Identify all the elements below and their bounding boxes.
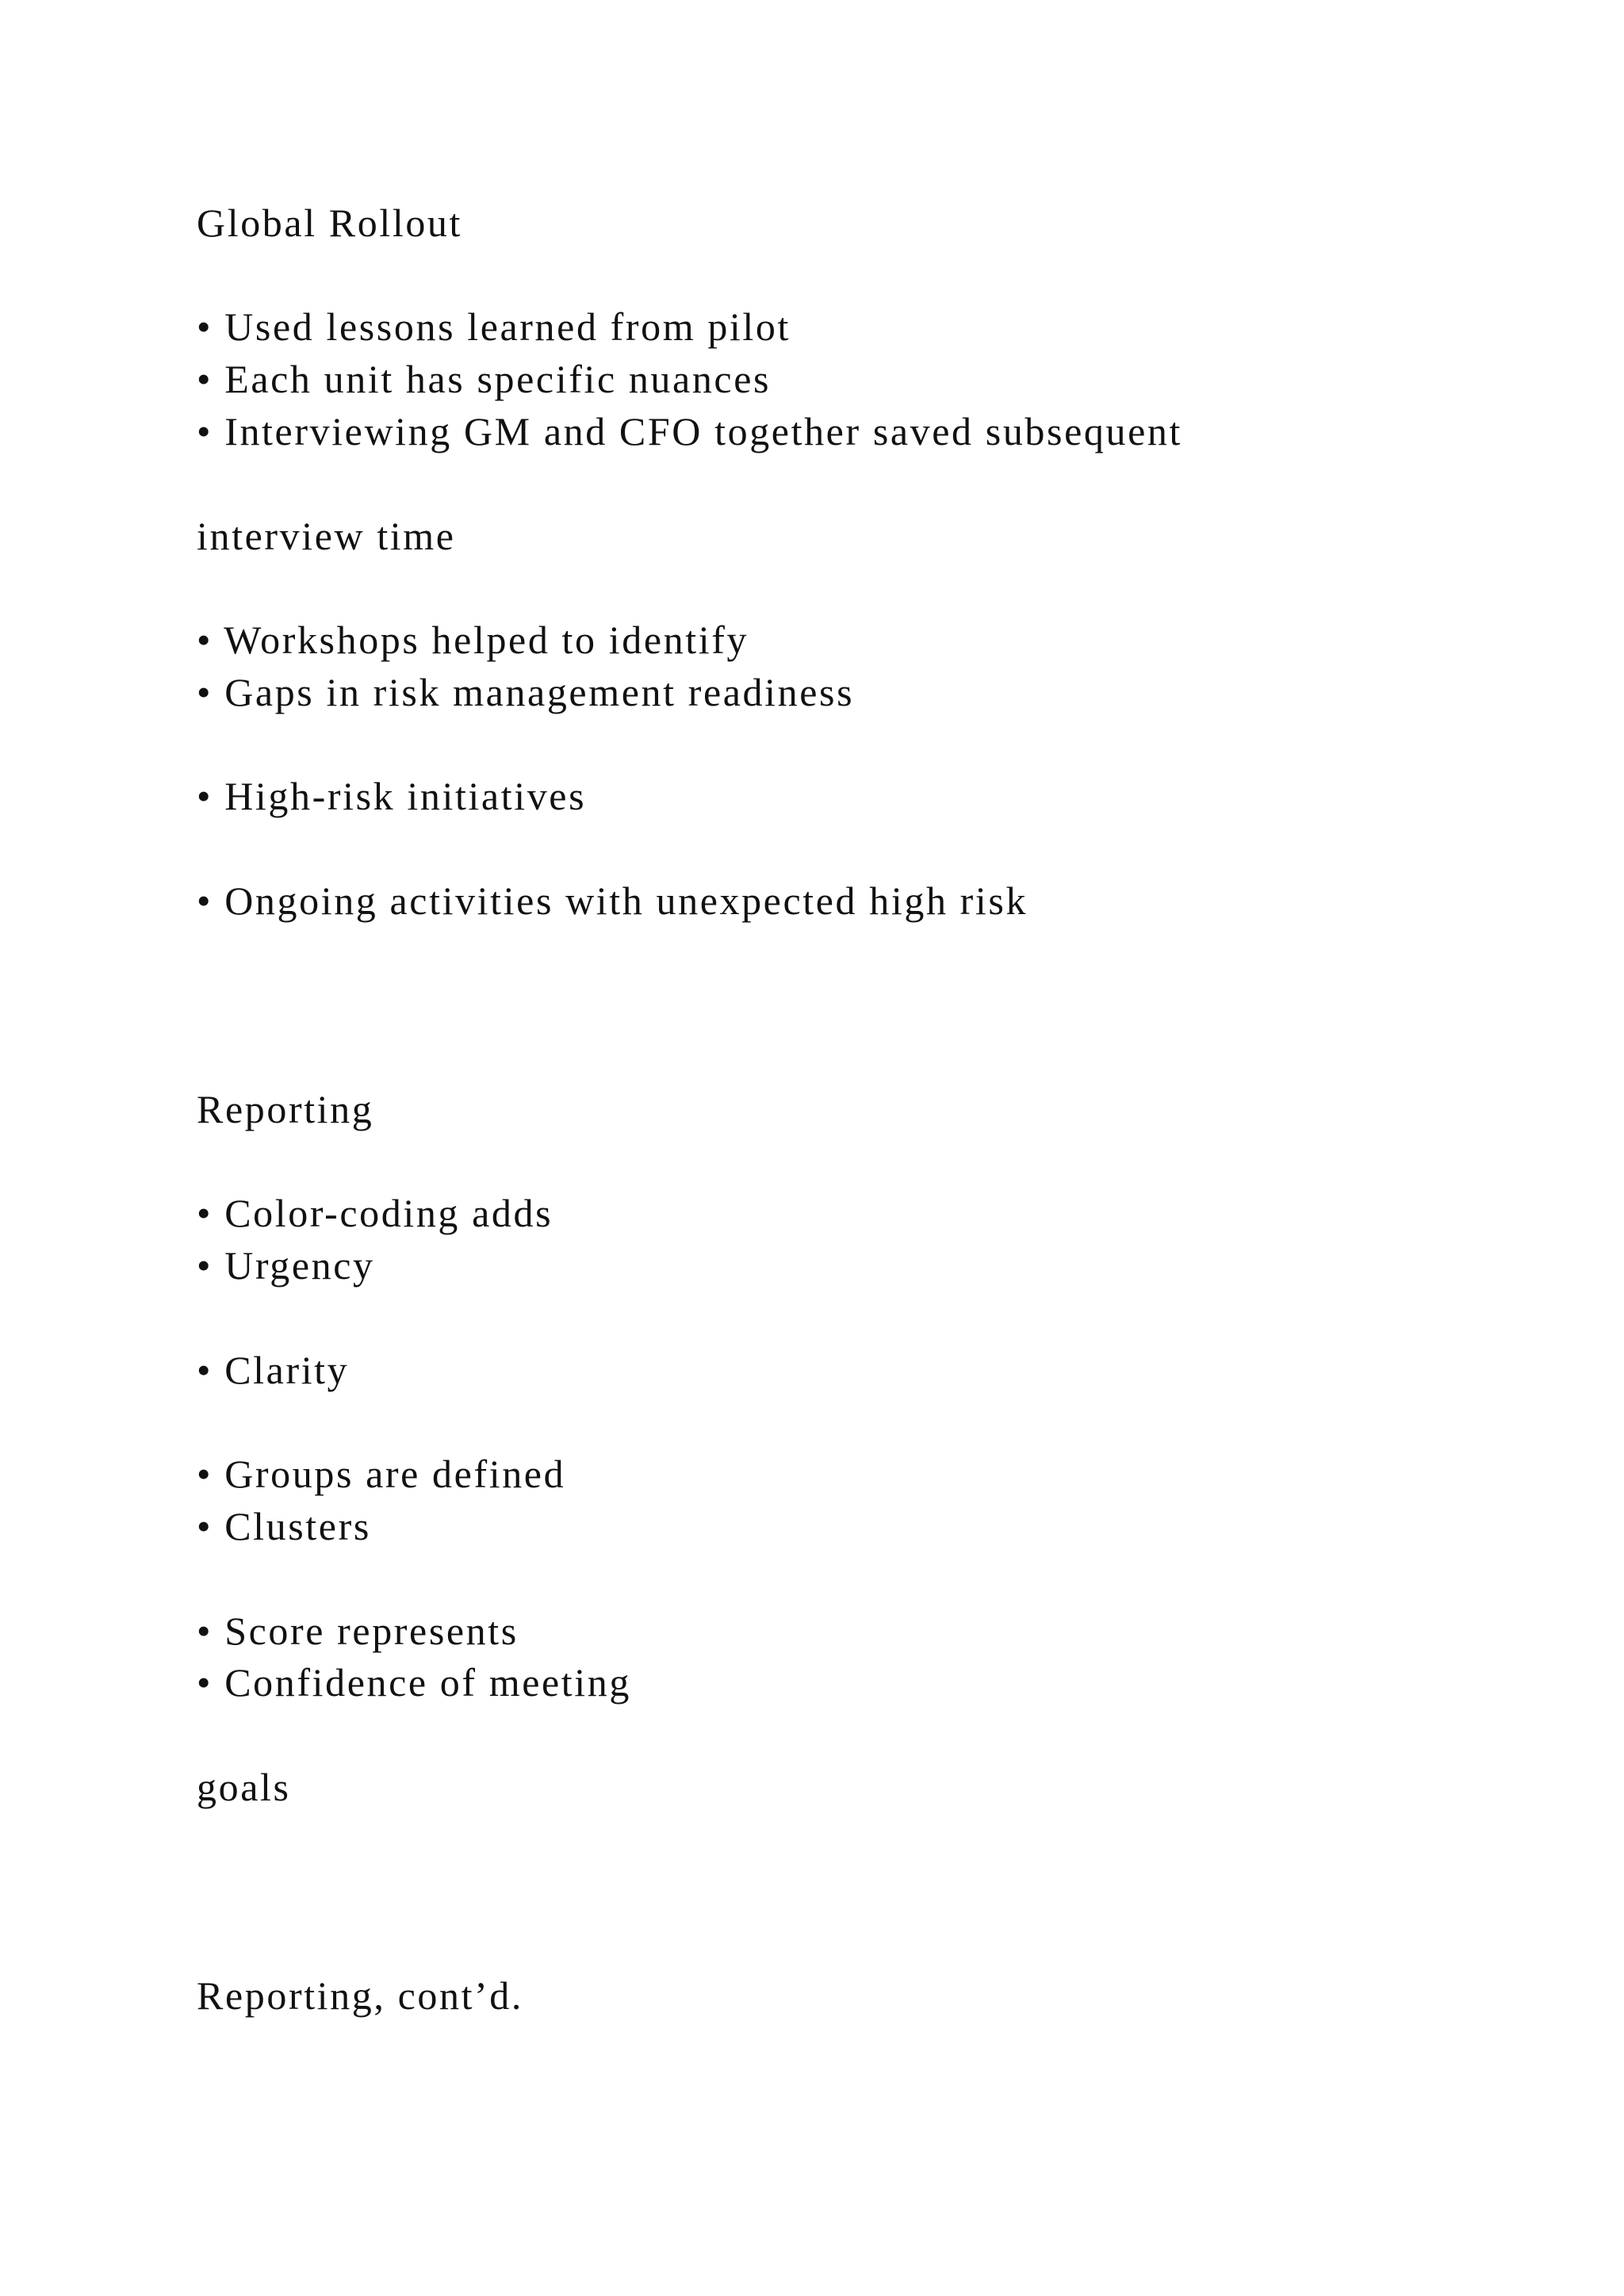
list-item: • Ongoing activities with unexpected high risk xyxy=(197,878,1028,923)
continuation-text: goals xyxy=(197,1765,291,1809)
list-item: • Clusters xyxy=(197,1504,371,1548)
list-item: • Score represents xyxy=(197,1609,519,1653)
list-item: • Color-coding adds xyxy=(197,1191,553,1235)
list-item: • Urgency xyxy=(197,1243,375,1288)
section-heading-global-rollout: Global Rollout xyxy=(197,201,463,245)
list-item: • Interviewing GM and CFO together saved subsequent xyxy=(197,409,1182,453)
list-item: • Gaps in risk management readiness xyxy=(197,670,855,714)
list-item: • Confidence of meeting xyxy=(197,1660,631,1705)
section-heading-reporting: Reporting xyxy=(197,1087,374,1131)
list-item: • Used lessons learned from pilot xyxy=(197,304,791,349)
list-item: • Clarity xyxy=(197,1348,350,1392)
list-item: • Groups are defined xyxy=(197,1452,566,1496)
list-item: • High-risk initiatives xyxy=(197,774,587,818)
list-item: • Each unit has specific nuances xyxy=(197,357,772,401)
continuation-text: interview time xyxy=(197,514,456,558)
section-heading-reporting-contd: Reporting, cont’d. xyxy=(197,1973,524,2018)
list-item: • Workshops helped to identify xyxy=(197,618,749,662)
